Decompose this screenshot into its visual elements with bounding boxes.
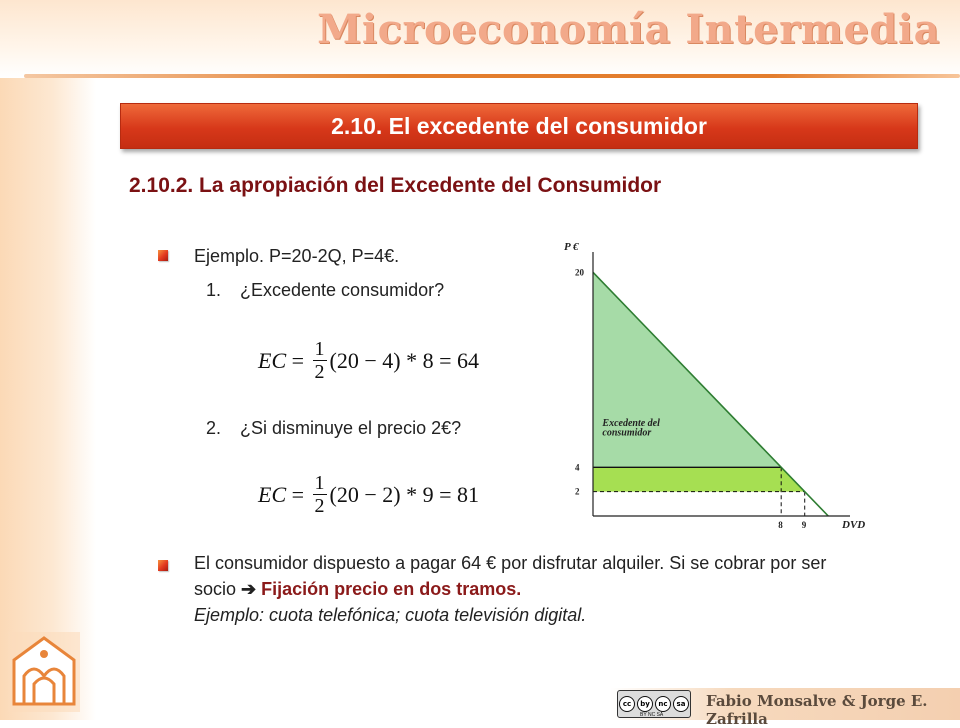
closing-paragraph	[194, 550, 854, 628]
by-icon: by	[637, 696, 653, 712]
right-arrow-icon: ➔	[241, 579, 257, 599]
fraction-denominator: 2	[314, 495, 325, 517]
question-text: ¿Si disminuye el precio 2€?	[240, 418, 462, 438]
closing-example: Ejemplo: cuota telefónica; cuota televisión digital.	[194, 605, 587, 625]
x-tick-label: 8	[778, 520, 783, 530]
question-1	[206, 280, 444, 301]
section-title: 2.10. El excedente del consumidor	[331, 112, 707, 139]
cc-icon: cc	[619, 696, 635, 712]
sa-icon: sa	[673, 696, 689, 712]
two-part-pricing-highlight: Fijación precio en dos tramos.	[261, 579, 522, 599]
question-number: 1.	[206, 280, 222, 300]
equals-sign: =	[286, 347, 310, 373]
y-tick-label: 2	[575, 486, 580, 497]
slide-subtitle: 2.10.2. La apropiación del Excedente del Consumidor	[129, 174, 662, 197]
formula-1	[258, 338, 479, 383]
left-decorative-band	[0, 0, 96, 720]
x-tick-label: 9	[801, 520, 807, 530]
y-tick-label: 20	[575, 267, 584, 278]
fraction	[313, 472, 327, 517]
question-2	[206, 418, 461, 439]
header-divider	[24, 74, 960, 78]
section-title-bar	[120, 103, 918, 149]
fraction-numerator: 1	[314, 472, 325, 494]
bullet-icon	[158, 560, 168, 571]
fraction-denominator: 2	[314, 361, 325, 383]
y-tick-label: 4	[575, 462, 580, 473]
question-number: 2.	[206, 418, 222, 438]
formula-rest: (20 − 2) * 9 = 81	[329, 481, 480, 507]
demand-surplus-chart	[560, 236, 890, 532]
closing-text: El consumidor dispuesto a pagar 64 € por disfrutar alquiler. Si se cobrar por ser socio	[194, 553, 827, 599]
fraction	[313, 338, 327, 383]
nc-icon: nc	[655, 696, 671, 712]
equals-sign: =	[286, 481, 310, 507]
x-axis-label: DVD	[842, 519, 866, 531]
example-statement: Ejemplo. P=20-2Q, P=4€.	[194, 246, 400, 266]
extra-surplus-area	[593, 467, 805, 491]
license-labels: BY NC SA	[640, 712, 664, 718]
formula-lhs: EC	[258, 481, 287, 507]
fraction-numerator: 1	[314, 338, 325, 360]
formula-2	[258, 472, 479, 517]
surplus-label-line-1: Excedente del	[602, 417, 660, 429]
authors-credit: Fabio Monsalve & Jorge E. Zafrilla	[706, 692, 928, 728]
surplus-label-line-2: consumidor	[602, 427, 652, 439]
question-text: ¿Excedente consumidor?	[240, 280, 445, 300]
course-title: Microeconomía Intermedia	[317, 6, 940, 53]
bullet-icon	[158, 250, 168, 261]
y-axis-label: P €	[564, 241, 579, 253]
formula-lhs: EC	[258, 347, 287, 373]
formula-rest: (20 − 4) * 8 = 64	[329, 347, 480, 373]
university-logo-icon	[8, 632, 80, 712]
